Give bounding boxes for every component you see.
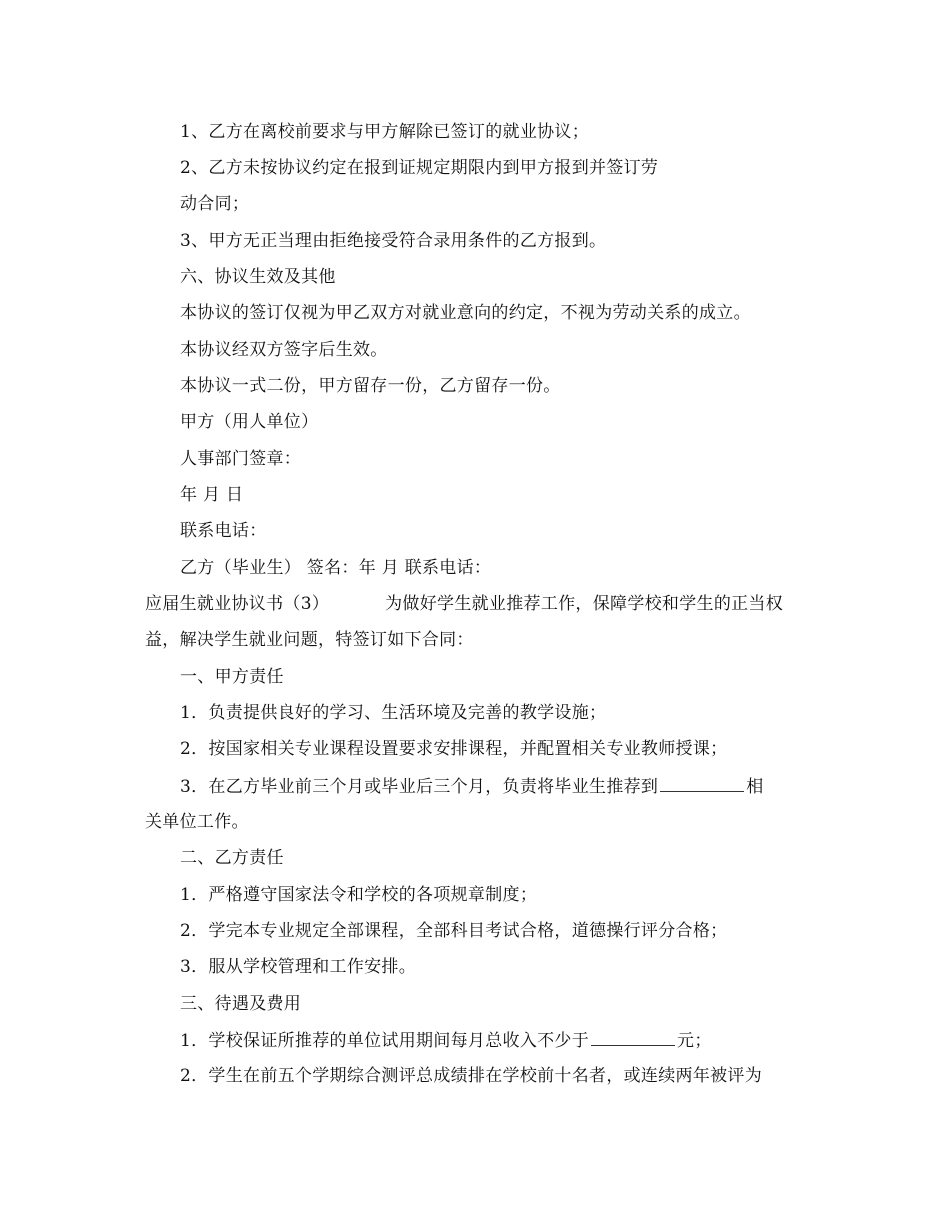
text-line: 动合同；: [180, 194, 250, 214]
text-segment: 元；: [677, 1031, 712, 1051]
text-segment: 1．学校保证所推荐的单位试用期间每月总收入不少于: [180, 1031, 590, 1051]
text-line: 本协议一式二份，甲方留存一份，乙方留存一份。: [180, 376, 561, 396]
text-line: 本协议经双方签字后生效。: [180, 340, 388, 360]
agreement-line: [145, 593, 783, 615]
text-line: [180, 1029, 712, 1052]
text-line: 3、甲方无正当理由拒绝接受符合录用条件的乙方报到。: [180, 231, 607, 251]
text-line: 益，解决学生就业问题，特签订如下合同：: [145, 630, 474, 650]
text-line: 1．负责提供良好的学习、生活环境及完善的教学设施；: [180, 703, 607, 723]
section-heading: 六、协议生效及其他: [180, 267, 336, 287]
section-heading: 一、甲方责任: [180, 667, 284, 687]
text-line: 2．学生在前五个学期综合测评总成绩排在学校前十名者，或连续两年被评为: [180, 1066, 763, 1086]
text-line: 2．学完本专业规定全部课程，全部科目考试合格，道德操行评分合格；: [180, 921, 728, 941]
phone-label: 联系电话：: [180, 521, 267, 541]
text-line: 1．严格遵守国家法令和学校的各项规章制度；: [180, 885, 538, 905]
text-line: 1、乙方在离校前要求与甲方解除已签订的就业协议；: [180, 122, 590, 142]
fill-in-blank[interactable]: [660, 775, 744, 792]
text-segment: 3．在乙方毕业前三个月或毕业后三个月，负责将毕业生推荐到: [180, 777, 659, 797]
document-title: 应届生就业协议书（3）: [145, 594, 330, 614]
text-line: [180, 775, 764, 798]
text-line: 为做好学生就业推荐工作，保障学校和学生的正当权: [385, 594, 784, 614]
fill-in-blank[interactable]: [591, 1029, 675, 1046]
text-segment: 相: [746, 777, 764, 797]
signature-party-a: 甲方（用人单位）: [180, 412, 319, 432]
section-heading: 二、乙方责任: [180, 848, 284, 868]
section-heading: 三、待遇及费用: [180, 994, 302, 1014]
text-line: 3．服从学校管理和工作安排。: [180, 957, 417, 977]
signature-party-b: 乙方（毕业生） 签名：年 月 联系电话：: [180, 558, 492, 578]
text-line: 2．按国家相关专业课程设置要求安排课程，并配置相关专业教师授课；: [180, 739, 728, 759]
text-line: 本协议的签订仅视为甲乙双方对就业意向的约定，不视为劳动关系的成立。: [180, 303, 751, 323]
text-line: 2、乙方未按协议约定在报到证规定期限内到甲方报到并签订劳: [180, 158, 659, 178]
text-line: 关单位工作。: [145, 812, 249, 832]
seal-label: 人事部门签章：: [180, 449, 302, 469]
date-label: 年 月 日: [180, 485, 244, 505]
